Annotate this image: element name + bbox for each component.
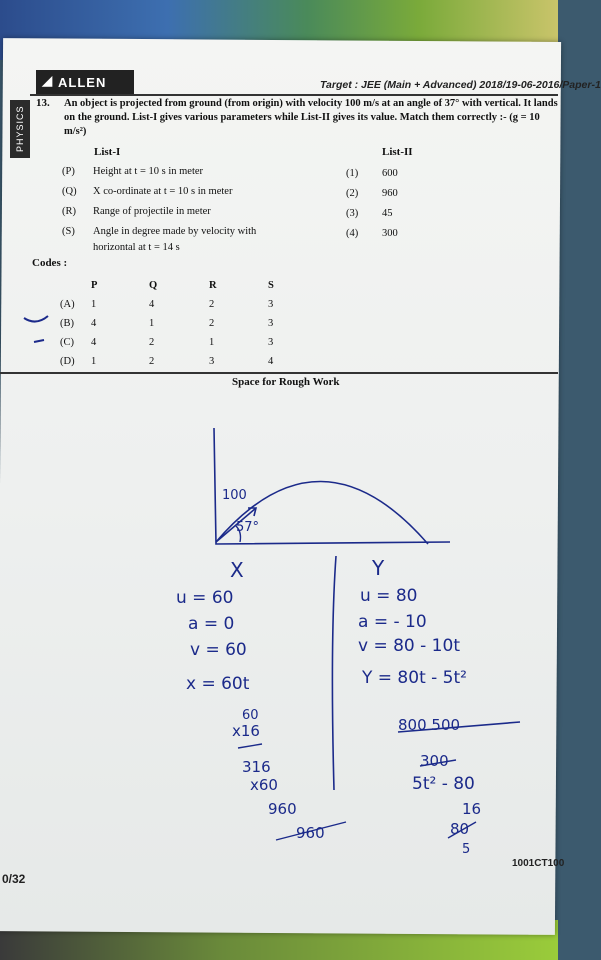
code-value: 1: [91, 356, 97, 367]
diagram-angle: 57°: [236, 520, 260, 535]
list1-label: (R): [62, 206, 76, 217]
logo-text: ALLEN: [58, 74, 107, 90]
list2-label: (1): [346, 168, 359, 179]
code-value: 3: [268, 318, 274, 329]
code-option: (B): [60, 318, 74, 329]
list1-label: (Q): [62, 186, 77, 197]
y-work-line: 5t² - 80: [412, 774, 475, 794]
list2-value: 300: [382, 228, 398, 239]
target-line: Target : JEE (Main + Advanced) 2018/19-06-2016/Paper-1: [320, 79, 601, 91]
y-work-line: u = 80: [360, 586, 418, 606]
x-work-line: 960: [268, 800, 297, 818]
list1-label: (S): [62, 226, 75, 237]
rough-work-title: Space for Rough Work: [232, 376, 340, 388]
question-number: 13.: [36, 97, 50, 109]
list2-value: 960: [382, 188, 398, 199]
code-option: (A): [60, 299, 75, 310]
list2-label: (4): [346, 228, 359, 239]
question-text: An object is projected from ground (from origin) with velocity 100 m/s at an angle of 37° with vertical. It lands on the ground. List-I gives various parameters while List-II gives its value. Match them correctly :- (g = 10 m/s²): [64, 98, 558, 137]
list1-text: Height at t = 10 s in meter: [93, 166, 204, 177]
x-work-line: 316: [242, 758, 271, 776]
list1-text: Angle in degree made by velocity with: [93, 226, 257, 237]
tick-mark-icon: [24, 316, 48, 322]
list2-value: 45: [382, 208, 393, 219]
page-number: 0/32: [2, 872, 26, 886]
x-label: X: [230, 558, 244, 582]
y-work-line: a = - 10: [358, 612, 427, 632]
codes-title: Codes :: [32, 257, 68, 269]
list1-text: X co-ordinate at t = 10 s in meter: [93, 186, 233, 197]
x-work-line: x16: [232, 722, 260, 740]
list1-text: horizontal at t = 14 s: [93, 242, 180, 253]
code-value: 2: [149, 337, 155, 348]
diagram-velocity: 100: [222, 488, 247, 503]
x-work-line: 60: [242, 708, 259, 723]
list2-label: (3): [346, 208, 359, 219]
subject-tab: PHYSICS: [10, 100, 30, 158]
code-value: 1: [209, 337, 215, 348]
y-work-line: 800 500: [398, 716, 461, 734]
y-work-line: 80: [450, 820, 470, 838]
list2-value: 600: [382, 168, 398, 179]
x-work-line: x = 60t: [186, 674, 250, 694]
work-divider-line: [332, 556, 336, 790]
code-value: 3: [268, 337, 274, 348]
paper-code: 1001CT100: [512, 858, 565, 869]
y-work-line: 16: [462, 800, 482, 818]
codes-header: S: [268, 280, 274, 291]
y-work-line: Y = 80t - 5t²: [362, 668, 467, 688]
code-value: 2: [149, 356, 155, 367]
underline-mark: [238, 744, 262, 748]
codes-header: R: [209, 280, 217, 291]
code-value: 4: [268, 356, 274, 367]
x-work-line: 960: [296, 824, 325, 842]
y-label: Y: [372, 556, 385, 580]
code-option: (C): [60, 337, 74, 348]
x-work-line: x60: [250, 776, 278, 794]
x-work-line: v = 60: [190, 640, 247, 660]
code-value: 1: [149, 318, 155, 329]
dash-mark-icon: [34, 340, 44, 342]
x-work-line: a = 0: [188, 614, 235, 634]
code-value: 3: [268, 299, 274, 310]
y-work-line: v = 80 - 10t: [358, 636, 460, 656]
code-option: (D): [60, 356, 75, 367]
list1-title: List-I: [94, 146, 121, 158]
code-value: 4: [91, 337, 97, 348]
code-value: 2: [209, 299, 215, 310]
code-value: 3: [209, 356, 215, 367]
list2-title: List-II: [382, 146, 413, 158]
code-value: 4: [149, 299, 155, 310]
codes-header: Q: [149, 280, 158, 291]
logo-mark-icon: ◢: [41, 74, 53, 89]
x-work-line: u = 60: [176, 588, 234, 608]
codes-header: P: [91, 280, 98, 291]
y-work-line: 300: [420, 752, 449, 770]
y-work-line: 5: [462, 842, 471, 857]
code-value: 2: [209, 318, 215, 329]
list2-label: (2): [346, 188, 359, 199]
code-value: 1: [91, 299, 97, 310]
code-value: 4: [91, 318, 97, 329]
list1-text: Range of projectile in meter: [93, 206, 211, 217]
list1-label: (P): [62, 166, 75, 177]
